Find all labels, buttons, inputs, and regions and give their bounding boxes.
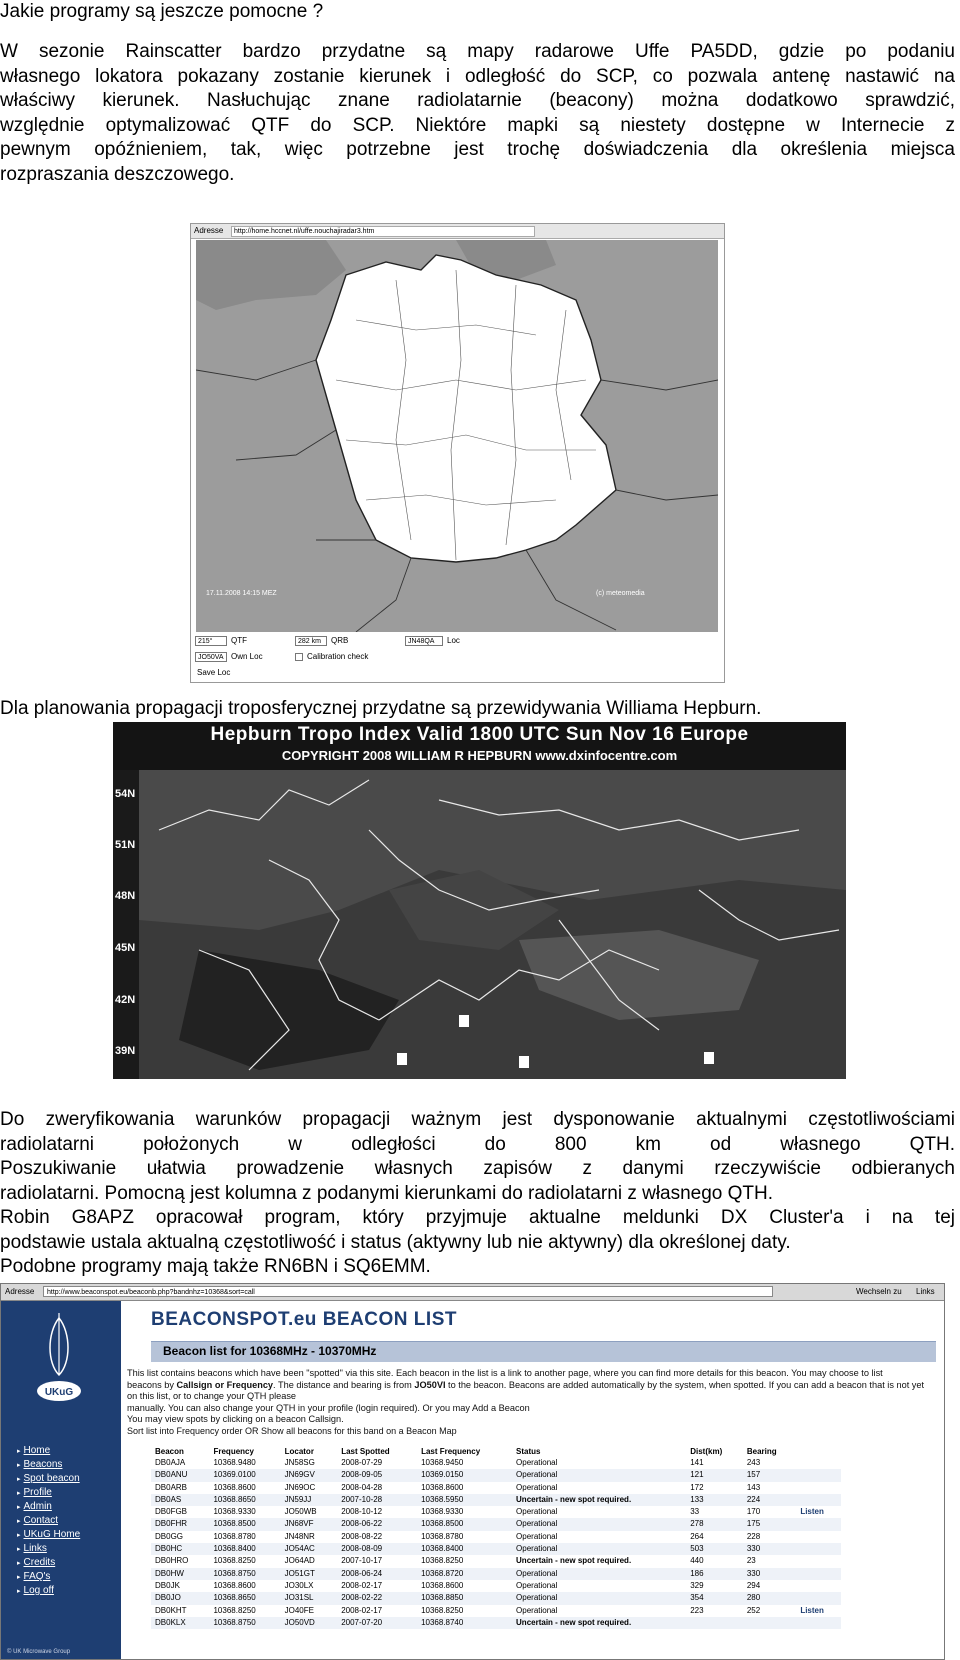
beacon-frequency: 10368.8650 [209, 1494, 280, 1506]
beacon-status: Operational [516, 1482, 558, 1492]
beacon-distance [686, 1617, 743, 1629]
beacon-bearing: 157 [743, 1469, 796, 1481]
sidebar [1, 1301, 121, 1660]
beacon-frequency: 10368.8600 [213, 1580, 256, 1590]
beacon-bearing: 228 [746, 1531, 761, 1541]
beacon-bearing: 175 [743, 1518, 796, 1530]
listen-link[interactable] [796, 1469, 841, 1481]
last-frequency: 10368.8780 [421, 1531, 464, 1541]
text-line: Do zweryfikowania warunków propagacji ważnym jest dysponowanie aktualnymi częstotliwościami [0, 1109, 955, 1130]
beacon-frequency: 10369.0100 [209, 1469, 280, 1481]
list-title-bar [151, 1341, 936, 1362]
own-loc-field[interactable]: JO50VA [195, 652, 227, 662]
nav-item-beacons[interactable]: ▸ Beacons [17, 1458, 80, 1472]
beacon-bearing: 243 [746, 1458, 761, 1467]
last-frequency: 10368.8600 [421, 1482, 464, 1492]
beacon-bearing [743, 1617, 796, 1629]
rainscatter-paragraph [0, 40, 955, 187]
beacon-call[interactable]: DB0AJA [155, 1458, 186, 1467]
calibration-label: Calibration check [307, 652, 369, 661]
beacon-frequency: 10368.8250 [213, 1556, 256, 1566]
beacon-call[interactable]: DB0HW [151, 1568, 209, 1580]
intro-part: . The distance and bearing is from [273, 1379, 415, 1390]
last-spotted: 2008-06-22 [337, 1518, 417, 1530]
table-row[interactable] [151, 1543, 841, 1555]
last-spotted: 2008-10-12 [341, 1507, 383, 1517]
beacon-status: Operational [516, 1580, 558, 1590]
hepburn-copyright: COPYRIGHT 2008 WILLIAM R HEPBURN www.dxinfocentre.com [281, 748, 678, 763]
beacon-locator: JN59JJ [281, 1494, 338, 1506]
beacon-distance: 503 [686, 1543, 743, 1555]
beacon-distance: 141 [690, 1458, 704, 1467]
listen-link[interactable] [796, 1531, 841, 1543]
text-line: radiolatarni położonych w odległości do 800 km od własnego QTH. [0, 1133, 955, 1155]
qtf-label: QTF [231, 636, 247, 645]
beaconspot-screenshot [0, 1283, 945, 1660]
table-row[interactable] [151, 1605, 841, 1617]
beacon-bearing: 330 [743, 1543, 796, 1555]
text-line: własnego lokatora pokazany zostanie kierunek i odległość do SCP, co pozwala antenę nastawić na [0, 65, 955, 87]
browser-address-bar [191, 224, 724, 239]
intro-text [127, 1368, 927, 1426]
hepburn-tropo-map [113, 722, 846, 1079]
sidebar-copyright: © UK Microwave Group [7, 1649, 71, 1655]
section-heading: Jakie programy są jeszcze pomocne ? [0, 1, 324, 22]
beacon-locator: JO30LX [284, 1580, 314, 1590]
listen-link[interactable] [796, 1555, 841, 1567]
beacon-status: Operational [516, 1605, 558, 1615]
address-url[interactable]: http://www.beaconspot.eu/beaconb.php?bandnhz=10368&sort=call [43, 1286, 773, 1297]
beacon-status: Operational [512, 1568, 686, 1580]
beacon-status: Operational [512, 1469, 686, 1481]
beacon-locator: JO64AD [284, 1556, 315, 1566]
beacon-bearing: 224 [743, 1494, 796, 1506]
beacon-locator: JN69OC [284, 1482, 316, 1492]
col-header[interactable]: Last Spotted [341, 1446, 390, 1456]
beacon-locator: JN48NR [284, 1531, 315, 1541]
qrb-field[interactable]: 282 km [295, 636, 327, 646]
beacon-distance: 121 [686, 1469, 743, 1481]
listen-link[interactable]: Listen [800, 1507, 824, 1517]
nav-item-home[interactable]: ▸ Home [17, 1444, 80, 1458]
text-line: podstawie ustala aktualną częstotliwość i status (aktywny lub nie aktywny) dla określonej daty. [0, 1231, 791, 1253]
nav-item-credits[interactable]: ▸ Credits [17, 1556, 80, 1570]
beacon-locator: JO50VD [281, 1617, 338, 1629]
radar-map-image [196, 240, 718, 632]
tropo-index-map [139, 770, 846, 1079]
col-header[interactable]: Dist(km) [690, 1446, 723, 1456]
col-header[interactable]: Last Frequency [421, 1446, 481, 1456]
nav-item-contact[interactable]: ▸ Contact [17, 1514, 80, 1528]
last-spotted: 2008-08-22 [341, 1531, 383, 1541]
col-header[interactable]: Beacon [155, 1446, 184, 1456]
beacon-call[interactable]: DB0HC [151, 1543, 209, 1555]
nav-item-links[interactable]: ▸ Links [17, 1542, 80, 1556]
calibration-checkbox[interactable] [295, 653, 303, 661]
last-frequency: 10368.8720 [417, 1568, 512, 1580]
listen-link[interactable] [796, 1518, 841, 1530]
nav-item-profile[interactable]: ▸ Profile [17, 1486, 80, 1500]
listen-link[interactable] [796, 1543, 841, 1555]
last-frequency: 10369.0150 [417, 1469, 512, 1481]
beacon-locator: JO51GT [281, 1568, 338, 1580]
latitude-label: 51N [115, 839, 136, 851]
col-header[interactable]: Bearing [746, 1446, 777, 1456]
text-line: W sezonie Rainscatter bardzo przydatne są mapy radarowe Uffe PA5DD, gdzie po podaniu [0, 41, 955, 62]
beacon-distance: 329 [690, 1580, 704, 1590]
list-title: Beacon list for 10368MHz - 10370MHz [163, 1344, 377, 1358]
last-frequency: 10368.5950 [417, 1494, 512, 1506]
col-header [796, 1445, 841, 1457]
loc-field[interactable]: JN48QA [405, 636, 443, 646]
beacon-bearing: 170 [746, 1507, 761, 1517]
ukug-logo [29, 1313, 89, 1413]
beacon-distance: 172 [690, 1482, 704, 1492]
last-spotted: 2008-07-29 [341, 1458, 383, 1467]
hepburn-caption: Dla planowania propagacji troposferycznej przydatne są przewidywania Williama Hepburn. [0, 698, 762, 719]
col-header[interactable]: Frequency [213, 1446, 254, 1456]
table-row[interactable] [151, 1506, 841, 1518]
beacon-bearing: 294 [746, 1580, 761, 1590]
text-line: radiolatarni. Pomocną jest kolumna z podanymi kierunkami do radiolatarni z własnego QTH. [0, 1182, 774, 1204]
beacon-status: Operational [512, 1543, 686, 1555]
last-spotted: 2008-02-17 [341, 1580, 383, 1590]
beacon-frequency: 10368.8250 [213, 1605, 256, 1615]
beacon-frequency: 10368.8400 [209, 1543, 280, 1555]
beacon-bearing: 330 [743, 1568, 796, 1580]
nav-item-faqs[interactable]: ▸ FAQ's [17, 1570, 80, 1584]
beacon-status: Uncertain - new spot required. [512, 1494, 686, 1506]
listen-link[interactable] [796, 1482, 841, 1494]
beacon-locator: JN58SG [284, 1458, 315, 1467]
table-row[interactable] [151, 1457, 841, 1469]
save-loc-button[interactable]: Save Loc [197, 668, 231, 677]
hepburn-header [113, 722, 846, 770]
listen-link[interactable] [796, 1580, 841, 1592]
listen-link[interactable]: Listen [800, 1605, 824, 1615]
beacon-distance: 440 [690, 1556, 704, 1566]
last-spotted: 2008-09-05 [337, 1469, 417, 1481]
table-header-row [151, 1445, 841, 1457]
last-spotted: 2008-02-22 [337, 1592, 417, 1604]
beacon-status: Uncertain - new spot required. [516, 1556, 632, 1566]
intro-line: manually. You can also change your QTH in your profile (login required). Or you may Add a Beacon [127, 1402, 530, 1413]
beacon-table [151, 1445, 841, 1629]
table-row[interactable] [151, 1568, 841, 1580]
listen-link[interactable] [796, 1457, 841, 1469]
nav-item-ukug-home[interactable]: ▸ UKuG Home [17, 1528, 80, 1542]
beacon-distance: 354 [686, 1592, 743, 1604]
text-line: Robin G8APZ opracował program, który przyjmuje aktualne meldunki DX Cluster'a i na tej [0, 1207, 955, 1228]
beacon-call[interactable]: DB0FHR [151, 1518, 209, 1530]
beacon-status: Operational [516, 1458, 558, 1467]
beacon-status: Operational [516, 1531, 558, 1541]
intro-part: to the beacon. Beacons are added automatically by the system, when spotted. If you can add a beacon that is not yet on this list, or to change your QTH please [127, 1379, 925, 1401]
beacon-frequency: 10368.8780 [213, 1531, 256, 1541]
last-frequency: 10368.8600 [421, 1580, 464, 1590]
main-content [121, 1301, 944, 1659]
beacon-status: Operational [512, 1518, 686, 1530]
beacon-call[interactable]: DB0KHT [155, 1605, 187, 1615]
intro-line: You may view spots by clicking on a beacon Callsign. [127, 1414, 344, 1424]
nav-item-spot-beacon[interactable]: ▸ Spot beacon [17, 1472, 80, 1486]
beacon-distance: 264 [690, 1531, 704, 1541]
beacon-call[interactable]: DB0JO [151, 1592, 209, 1604]
beacon-distance: 278 [686, 1518, 743, 1530]
beacon-frequency: 10368.8650 [209, 1592, 280, 1604]
own-loc-label: Own Loc [231, 652, 263, 661]
table-row[interactable] [151, 1518, 841, 1530]
beacon-locator: JO50WB [284, 1507, 317, 1517]
last-frequency: 10368.8400 [417, 1543, 512, 1555]
links-button[interactable]: Links [916, 1287, 935, 1296]
last-spotted: 2007-10-17 [341, 1556, 383, 1566]
latitude-label: 48N [115, 890, 136, 902]
sort-by-link[interactable]: Callsign or Frequency [176, 1379, 274, 1390]
text-line: właściwy kierunek. Nasłuchując znane radiolatarnie (beacony) można dodatkowo sprawdzić, [0, 90, 955, 111]
beacon-status: Operational [512, 1592, 686, 1604]
radar-controls [191, 634, 724, 683]
table-row[interactable] [151, 1555, 841, 1567]
listen-link[interactable] [796, 1568, 841, 1580]
beacon-call[interactable]: DB0ARB [155, 1482, 188, 1492]
beacon-distance: 133 [686, 1494, 743, 1506]
nav-item-admin[interactable]: ▸ Admin [17, 1500, 80, 1514]
beacon-call[interactable]: DB0ANU [151, 1469, 209, 1481]
listen-link[interactable] [796, 1592, 841, 1604]
qth-locator: JO50VI [414, 1379, 446, 1390]
beacon-frequency: 10368.8500 [209, 1518, 280, 1530]
text-line: pewnym opóźnieniem, tak, więc potrzebne jest trochę doświadczenia dla określenia miejsca [0, 139, 955, 160]
address-label: Adresse [194, 226, 224, 235]
listen-link[interactable] [796, 1617, 841, 1629]
last-spotted: 2008-06-24 [337, 1568, 417, 1580]
beacon-frequency: 10368.8600 [213, 1482, 256, 1492]
address-url[interactable]: http://home.hccnet.nl/uffe.nouchajiradar3.htm [231, 226, 535, 237]
sidebar-nav [17, 1444, 80, 1598]
last-frequency: 10368.8740 [417, 1617, 512, 1629]
col-header[interactable]: Locator [284, 1446, 314, 1456]
col-header[interactable]: Status [516, 1446, 541, 1456]
hepburn-title: Hepburn Tropo Index Valid 1800 UTC Sun Nov 16 Europe [210, 724, 749, 745]
radar-copyright: (c) meteomedia [596, 590, 645, 597]
beacon-paragraph [0, 1108, 955, 1280]
table-row[interactable] [151, 1617, 841, 1629]
address-label: Adresse [5, 1287, 35, 1296]
last-spotted: 2007-07-20 [337, 1617, 417, 1629]
sort-options[interactable]: Sort list into Frequency order OR Show all beacons for this band on a Beacon Map [127, 1426, 457, 1436]
germany-radar-map [196, 240, 718, 632]
radar-map-screenshot [190, 223, 725, 683]
beacon-bearing: 252 [746, 1605, 761, 1615]
beacon-status: Uncertain - new spot required. [512, 1617, 686, 1629]
beacon-frequency: 10368.9480 [213, 1458, 256, 1467]
text-line: Poszukiwanie ułatwia prowadzenie własnych zapisów z danymi rzeczywiście odbieranych [0, 1158, 955, 1179]
last-spotted: 2008-08-09 [337, 1543, 417, 1555]
table-row[interactable] [151, 1469, 841, 1481]
beacon-status: Operational [516, 1507, 558, 1517]
beacon-call[interactable]: DB0GG [155, 1531, 184, 1541]
beacon-bearing: 280 [743, 1592, 796, 1604]
beacon-frequency: 10368.8750 [209, 1617, 280, 1629]
beacon-locator: JO31SL [281, 1592, 338, 1604]
beacon-locator: JN69GV [281, 1469, 338, 1481]
site-title: BEACONSPOT.eu BEACON LIST [151, 1309, 457, 1330]
last-frequency: 10368.9450 [421, 1458, 464, 1467]
beacon-call[interactable]: DB0FGB [155, 1507, 188, 1517]
beacon-distance: 33 [690, 1507, 700, 1517]
qtf-field[interactable]: 215° [195, 636, 227, 646]
intro-line: This list contains beacons which have been "spotted" via this site. Each beacon in the list is a link to another page, where you can find more details for this beacon. You may choose to list [127, 1368, 883, 1378]
beacon-call[interactable]: DB0AS [151, 1494, 209, 1506]
beacon-locator: JO54AC [281, 1543, 338, 1555]
last-spotted: 2008-02-17 [341, 1605, 383, 1615]
qrb-label: QRB [331, 636, 349, 645]
intro-line [127, 1380, 927, 1403]
browser-address-bar [1, 1284, 944, 1301]
latitude-label: 42N [115, 994, 136, 1006]
table-row[interactable] [151, 1531, 841, 1543]
text-line: względnie optymalizować QTF do SCP. Niektóre mapki są niestety dostępne w Internecie z [0, 114, 955, 136]
last-spotted: 2007-10-28 [337, 1494, 417, 1506]
beacon-call[interactable]: DB0HRO [155, 1556, 189, 1566]
last-frequency: 10368.8250 [421, 1605, 464, 1615]
latitude-label: 54N [115, 788, 136, 800]
text-line: rozpraszania deszczowego. [0, 163, 235, 185]
beacon-frequency: 10368.8750 [209, 1568, 280, 1580]
last-frequency: 10368.9330 [421, 1507, 464, 1517]
intro-part: beacons by [127, 1379, 177, 1390]
latitude-label: 45N [115, 942, 136, 954]
table-row[interactable] [151, 1482, 841, 1494]
beacon-locator: JO40FE [284, 1605, 314, 1615]
table-row[interactable] [151, 1580, 841, 1592]
listen-link[interactable] [796, 1494, 841, 1506]
last-frequency: 10368.8850 [417, 1592, 512, 1604]
beacon-frequency: 10368.9330 [213, 1507, 256, 1517]
nav-item-log-off[interactable]: ▸ Log off [17, 1584, 80, 1598]
beacon-bearing: 23 [746, 1556, 756, 1566]
text-line: Podobne programy mają także RN6BN i SQ6EMM. [0, 1256, 431, 1277]
latitude-label: 39N [115, 1045, 136, 1057]
beacon-locator: JN68VF [281, 1518, 338, 1530]
go-button[interactable]: Wechseln zu [856, 1287, 902, 1296]
beacon-bearing: 143 [746, 1482, 761, 1492]
latitude-axis [113, 770, 139, 1079]
logo-text: UKuG [44, 1387, 74, 1398]
radar-timestamp: 17.11.2008 14:15 MEZ [206, 590, 277, 597]
last-frequency: 10368.8500 [417, 1518, 512, 1530]
beacon-distance: 186 [686, 1568, 743, 1580]
last-spotted: 2008-04-28 [341, 1482, 383, 1492]
table-row[interactable] [151, 1494, 841, 1506]
table-row[interactable] [151, 1592, 841, 1604]
loc-label: Loc [447, 636, 460, 645]
beacon-call[interactable]: DB0JK [155, 1580, 180, 1590]
beacon-call[interactable]: DB0KLX [151, 1617, 209, 1629]
last-frequency: 10368.8250 [421, 1556, 464, 1566]
beacon-distance: 223 [690, 1605, 704, 1615]
